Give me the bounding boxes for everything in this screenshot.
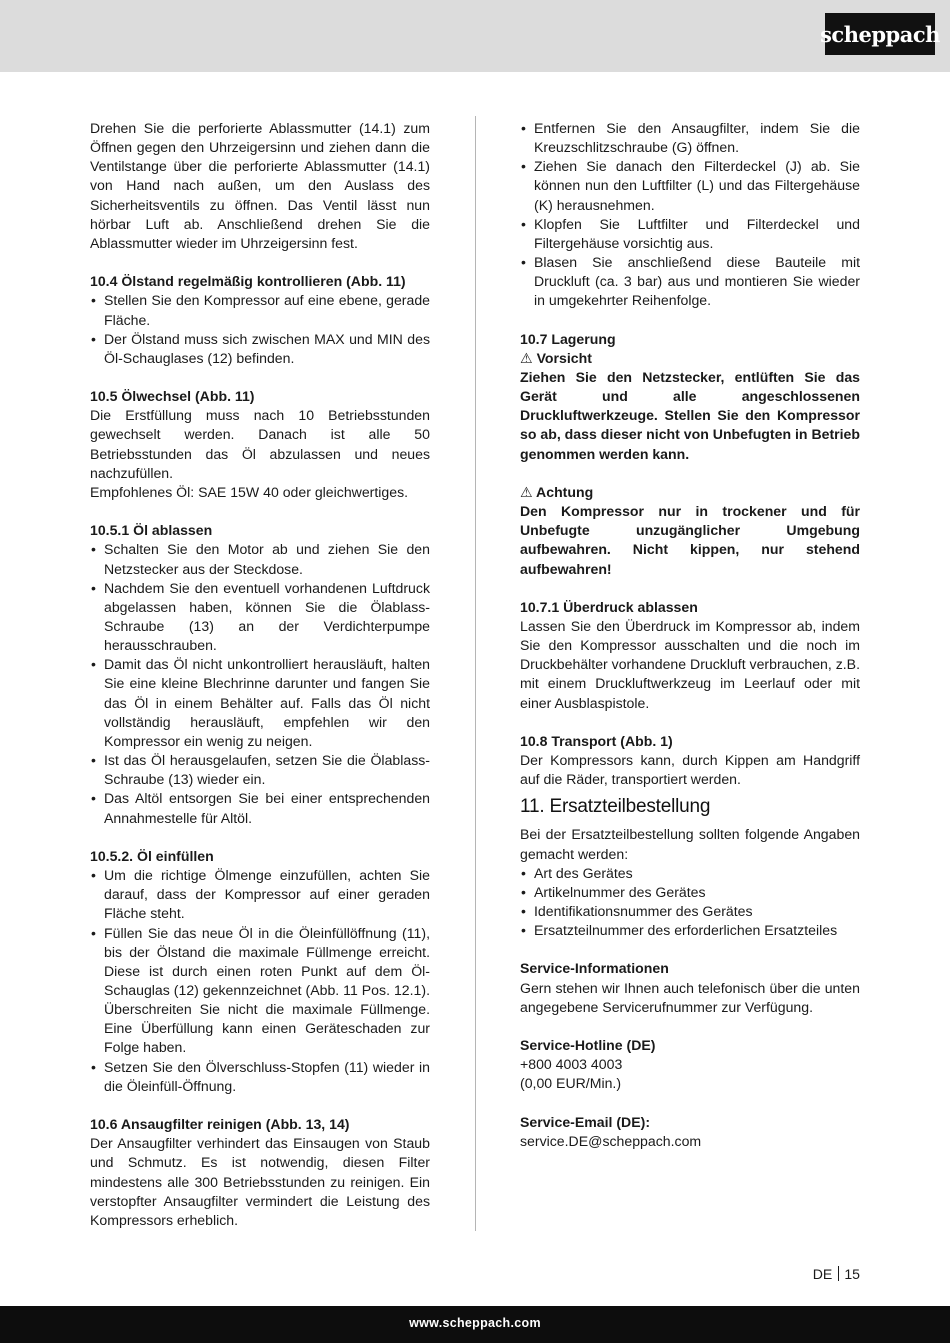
list-item: • Ist das Öl herausgelaufen, setzen Sie die Ölablass-Schraube (13) wieder ein. <box>90 751 430 789</box>
section-10-6-heading: 10.6 Ansaugfilter reinigen (Abb. 13, 14) <box>90 1116 350 1133</box>
chapter-11-text: Bei der Ersatzteilbestellung sollten folgende Angaben gemacht werden: <box>520 826 860 862</box>
caution-heading <box>520 349 860 368</box>
warning-triangle-icon: ⚠ <box>520 483 533 500</box>
page-number <box>813 1265 860 1284</box>
chapter-number: 11. <box>520 796 545 818</box>
caution-label: Vorsicht <box>536 349 592 366</box>
list-item: • Ziehen Sie danach den Filterdeckel (J) ab. Sie können nun den Luftfilter (L) und das Filtergehäuse (K) herausnehmen. <box>520 157 860 214</box>
section-10-4-list <box>90 291 430 368</box>
section-10-7-1-heading: 10.7.1 Überdruck ablassen <box>520 598 698 615</box>
list-item: • Identifikationsnummer des Gerätes <box>520 902 860 921</box>
attention-text: Den Kompressor nur in trockener und für Unbefugte unzugänglicher Umgebung aufbewahren. Nicht kippen, nur stehend aufbewahren! <box>520 503 860 577</box>
page-header-band <box>0 0 950 72</box>
section-10-5-2-list <box>90 866 430 1096</box>
list-item: • Klopfen Sie Luftfilter und Filterdeckel und Filtergehäuse vorsichtig aus. <box>520 215 860 253</box>
page-number-separator <box>838 1266 839 1281</box>
list-item: • Blasen Sie anschließend diese Bauteile mit Druckluft (ca. 3 bar) aus und montieren Sie wieder in umgekehrter Reihenfolge. <box>520 253 860 310</box>
hotline-number: +800 4003 4003 <box>520 1056 623 1073</box>
section-10-5-1-heading: 10.5.1 Öl ablassen <box>90 522 213 539</box>
list-item: • Nachdem Sie den eventuell vorhandenen Luftdruck abgelassen haben, können Sie die Ölablass-Schraube (13) an der Verdichterpumpe herausschrauben. <box>90 579 430 656</box>
logo-text: scheppach <box>820 21 940 47</box>
list-item: • Damit das Öl nicht unkontrolliert herausläuft, halten Sie eine kleine Blechrinne darunter und fangen Sie das Öl in einem Behälter auf. Falls das Öl nicht vollständig herausläuft, empfehlen wir den Kompressor ein wenig zu neigen. <box>90 655 430 751</box>
list-item: • Schalten Sie den Motor ab und ziehen Sie den Netzstecker aus der Steckdose. <box>90 540 430 578</box>
section-10-5-text: Die Erstfüllung muss nach 10 Betriebsstunden gewechselt werden. Danach ist alle 50 Betriebsstunden das Öl abzulassen und neues nachzufüllen. <box>90 407 430 481</box>
section-10-5-1-list <box>90 540 430 827</box>
section-10-6-list <box>520 119 860 311</box>
chapter-11-list <box>520 864 860 941</box>
list-item: • Ersatzteilnummer des erforderlichen Ersatzteiles <box>520 921 860 940</box>
column-divider <box>475 116 476 1231</box>
warning-triangle-icon: ⚠ <box>520 349 533 366</box>
section-10-8-text: Der Kompressors kann, durch Kippen am Handgriff auf die Räder, transportiert werden. <box>520 752 860 788</box>
chapter-title: Ersatzteilbestellung <box>549 796 711 818</box>
list-item: • Um die richtige Ölmenge einzufüllen, achten Sie darauf, dass der Kompressor auf einer geraden Fläche steht. <box>90 866 430 923</box>
list-item: • Art des Gerätes <box>520 864 860 883</box>
left-column <box>90 119 430 1230</box>
page-number-value: 15 <box>844 1266 860 1282</box>
email-heading: Service-Email (DE): <box>520 1113 651 1130</box>
recommended-oil: Empfohlenes Öl: SAE 15W 40 oder gleichwertiges. <box>90 483 409 500</box>
section-10-5-heading: 10.5 Ölwechsel (Abb. 11) <box>90 388 255 405</box>
list-item: • Artikelnummer des Gerätes <box>520 883 860 902</box>
email-address: service.DE@scheppach.com <box>520 1132 702 1149</box>
section-10-6-text: Der Ansaugfilter verhindert das Einsaugen von Staub und Schmutz. Es ist notwendig, diesen Filter mindestens alle 300 Betriebsstunden zu reinigen. Ein verstopfter Ansaugfilter vermindert die Leistung des Kompressors erheblich. <box>90 1135 430 1228</box>
section-10-8-heading: 10.8 Transport (Abb. 1) <box>520 732 673 749</box>
service-info-text: Gern stehen wir Ihnen auch telefonisch über die unten angegebene Servicerufnummer zur Verfügung. <box>520 979 860 1015</box>
footer-url: www.scheppach.com <box>409 1316 541 1330</box>
intro-paragraph: Drehen Sie die perforierte Ablassmutter (14.1) zum Öffnen gegen den Uhrzeigersinn und ziehen dann die Ventilstange über die perforierte Ablassmutter (14.1) von Hand nach außen, um den Auslass des Sicherheitsventils zu öffnen. Das Ventil lässt nun hörbar Luft ab. Anschließend drehen Sie die Ablassmutter wieder im Uhrzeigersinn fest. <box>90 120 430 251</box>
hotline-heading: Service-Hotline (DE) <box>520 1037 656 1054</box>
list-item: • Füllen Sie das neue Öl in die Öleinfüllöffnung (11), bis der Ölstand die maximale Füllmenge erreicht. Diese ist durch einen roten Punkt auf dem Öl-Schauglas (12) gekennzeichnet (Abb. 11 Pos. 12.1). Überschreiten Sie nicht die maximale Füllmenge. Eine Überfüllung kann einen Geräteschaden zur Folge haben. <box>90 924 430 1058</box>
language-code: DE <box>812 1266 833 1282</box>
chapter-11-heading <box>520 795 860 819</box>
list-item: • Das Altöl entsorgen Sie bei einer entsprechenden Annahmestelle für Altöl. <box>90 789 430 827</box>
right-column <box>520 119 860 1151</box>
brand-logo <box>820 13 940 55</box>
list-item: • Stellen Sie den Kompressor auf eine ebene, gerade Fläche. <box>90 291 430 329</box>
caution-text: Ziehen Sie den Netzstecker, entlüften Sie das Gerät und alle angeschlossenen Druckluftwerkzeuge. Stellen Sie den Kompressor so ab, dass dieser nicht von Unbefugten in Betrieb genommen werden kann. <box>520 369 860 462</box>
service-info-heading: Service-Informationen <box>520 960 669 977</box>
section-10-7-heading: 10.7 Lagerung <box>520 330 616 347</box>
section-10-4-heading: 10.4 Ölstand regelmäßig kontrollieren (Abb. 11) <box>90 273 406 290</box>
section-10-7-1-text: Lassen Sie den Überdruck im Kompressor ab, indem Sie den Kompressor ausschalten und die noch im Druckbehälter vorhandene Druckluft verbrauchen, z.B. mit einem Druckluftwerkzeug im Leerlauf oder mit einer Ausblaspistole. <box>520 618 860 711</box>
section-10-5-2-heading: 10.5.2. Öl einfüllen <box>90 847 214 864</box>
list-item: • Entfernen Sie den Ansaugfilter, indem Sie die Kreuzschlitzschraube (G) öffnen. <box>520 119 860 157</box>
attention-label: Achtung <box>536 483 594 500</box>
hotline-price: (0,00 EUR/Min.) <box>520 1075 622 1092</box>
list-item: • Der Ölstand muss sich zwischen MAX und MIN des Öl-Schauglases (12) befinden. <box>90 330 430 368</box>
list-item: • Setzen Sie den Ölverschluss-Stopfen (11) wieder in die Öleinfüll-Öffnung. <box>90 1058 430 1096</box>
attention-heading <box>520 483 860 502</box>
